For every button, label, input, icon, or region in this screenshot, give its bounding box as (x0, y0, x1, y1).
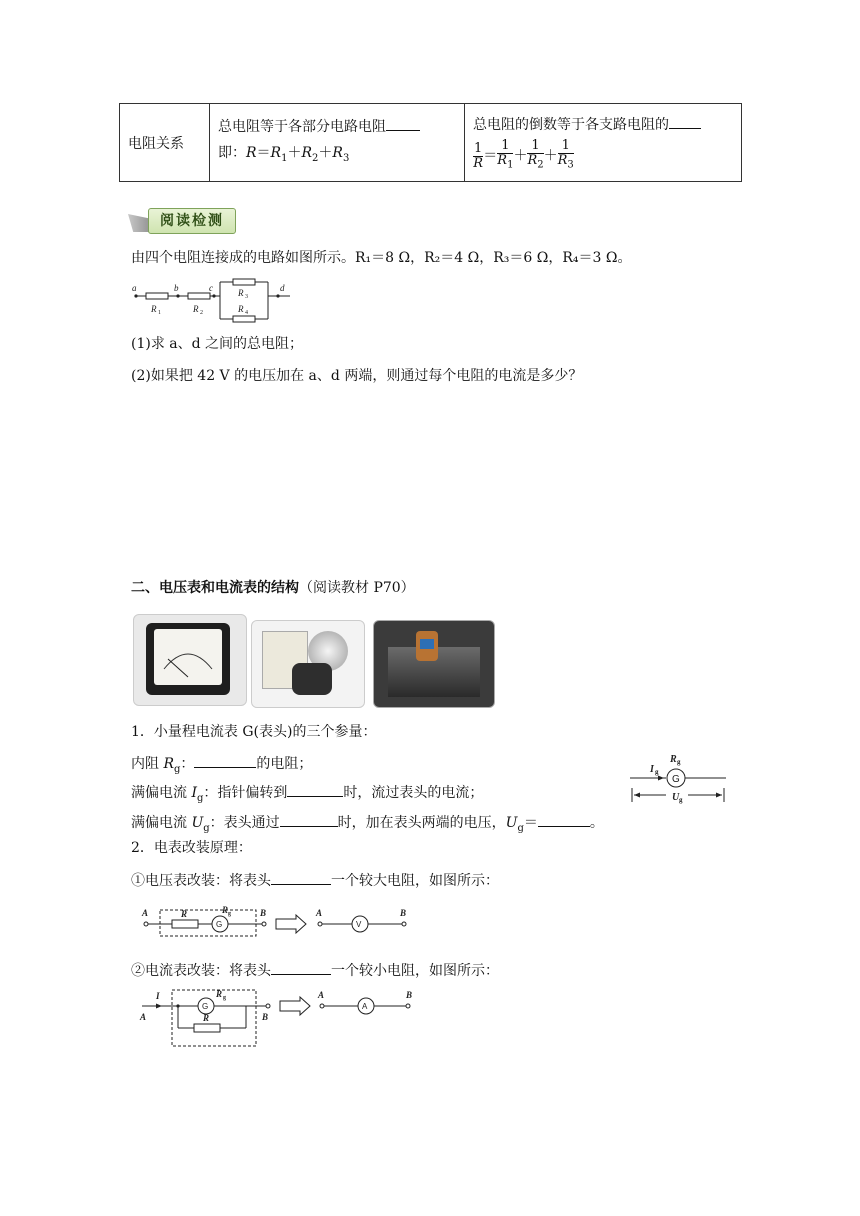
svg-text:g: g (228, 911, 231, 917)
parallel-formula: $\frac{1}{R}$ ＝ $\frac{1}{R_1}$ ＋ $\frac{1}{R_2}$ ＋ $\frac{1}{R_3}$ (473, 138, 574, 171)
label-rg: R (670, 754, 677, 765)
row-label: 电阻关系 (120, 104, 210, 182)
section-2-note: （阅读教材 P70） (299, 580, 415, 596)
problem-statement: 由四个电阻连接成的电路如图所示。R₁＝8 Ω，R₂＝4 Ω，R₃＝6 Ω，R₄＝3 Ω。 (131, 250, 632, 266)
parallel-cell (465, 104, 742, 182)
item-1-heading: 1．小量程电流表 G(表头)的三个参量： (131, 724, 377, 740)
g-symbol-3: G (202, 1002, 209, 1011)
galvanometer-diagram (626, 750, 730, 808)
v-symbol: V (356, 920, 362, 929)
node-b: b (174, 283, 179, 293)
svg-text:B: B (260, 908, 267, 918)
voltmeter-conversion: ①电压表改装：将表头 一个较大电阻，如图所示： (131, 868, 499, 891)
label-r2: R (193, 304, 199, 314)
ammeter-conversion: ②电流表改装：将表头 一个较小电阻，如图所示： (131, 958, 499, 981)
item-1-line-3: 满偏电流 $U_g$：表头通过 时，加在表头两端的电压，$U_g=$ 。 (131, 810, 604, 839)
svg-text:A: A (140, 1012, 147, 1022)
reading-check-badge: 阅读检测 (148, 208, 236, 234)
four-resistor-circuit (128, 274, 298, 326)
svg-text:3: 3 (245, 294, 248, 300)
label-r3: R (238, 288, 244, 298)
parallel-text: 总电阻的倒数等于各支路电阻的 (473, 117, 669, 134)
svg-text:B: B (262, 1012, 269, 1022)
svg-text:A: A (318, 990, 325, 1000)
node-d: d (280, 283, 285, 293)
label-ig: I (650, 764, 654, 775)
svg-text:B: B (406, 990, 413, 1000)
svg-text:B: B (400, 908, 407, 918)
svg-text:R: R (181, 909, 188, 919)
ammeter-conversion-diagram (136, 984, 426, 1050)
node-a: a (132, 283, 137, 293)
g-symbol-2: G (216, 920, 223, 929)
label-r4: R (238, 304, 244, 314)
section-2-heading (131, 578, 415, 598)
question-2: (2)如果把 42 V 的电压加在 a、d 两端，则通过每个电阻的电流是多少？ (131, 368, 583, 384)
label-ug: U (672, 792, 680, 803)
label-r1: R (151, 304, 157, 314)
svg-text:R: R (222, 905, 229, 915)
voltmeter-conversion-diagram (136, 902, 426, 942)
svg-text:A: A (316, 908, 323, 918)
series-prefix: 即： (218, 144, 246, 161)
node-c: c (209, 283, 213, 293)
series-formula: $R=R_1+R_2+R_3$ (246, 144, 350, 164)
svg-text:g: g (655, 768, 659, 776)
item-2-heading: 2．电表改装原理： (131, 840, 252, 856)
svg-text:4: 4 (245, 310, 248, 316)
svg-text:I: I (156, 991, 160, 1001)
resistance-relation-table (119, 103, 742, 182)
svg-text:R: R (203, 1013, 210, 1023)
svg-text:2: 2 (200, 310, 203, 316)
galvanometer-internal-photo (251, 620, 365, 708)
svg-text:1: 1 (158, 310, 161, 316)
section-2-title: 二、电压表和电流表的结构 (131, 580, 299, 596)
ammeter-photo (133, 614, 247, 706)
item-1-line-2: 满偏电流 $I_g$：指针偏转到 时，流过表头的电流； (131, 780, 483, 809)
series-cell (210, 104, 465, 182)
question-1: (1)求 a、d 之间的总电阻； (131, 336, 304, 352)
svg-text:g: g (679, 796, 683, 804)
svg-text:R: R (216, 989, 223, 999)
svg-text:g: g (677, 758, 681, 766)
svg-text:A: A (142, 908, 149, 918)
series-text: 总电阻等于各部分电路电阻 (218, 118, 386, 135)
svg-text:g: g (223, 995, 226, 1001)
g-symbol: G (672, 774, 680, 785)
a-symbol: A (362, 1002, 368, 1011)
coil-magnet-photo (373, 620, 495, 708)
item-1-line-1: 内阻 $R_g$： 的电阻； (131, 751, 312, 780)
